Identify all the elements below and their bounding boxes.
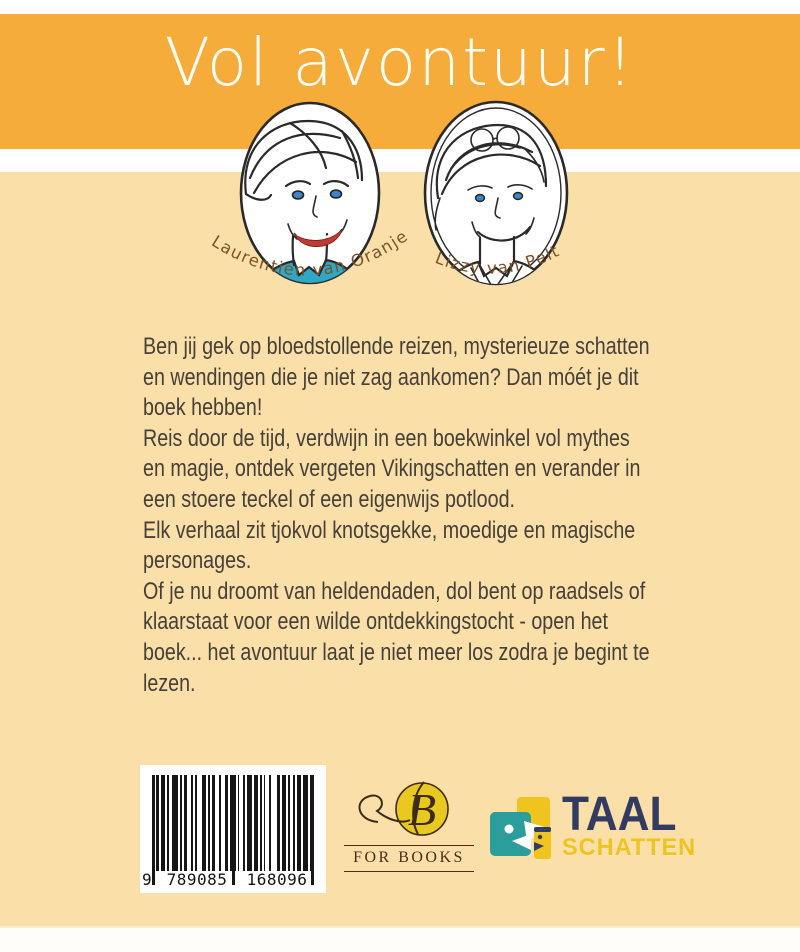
- brand-word-taal: TAAL: [562, 788, 677, 841]
- blurb-line: klaarstaat voor een wilde ontdekkingstocht - open het: [143, 608, 608, 636]
- blurb-line: Reis door de tijd, verdwijn in een boekwinkel vol mythes: [143, 424, 630, 452]
- blurb-line: en magie, ontdek vergeten Vikingschatten en verander in: [143, 455, 641, 483]
- author-name-right: Lizzy van Pelt: [432, 241, 563, 278]
- barcode-number: [142, 869, 318, 889]
- barcode-digits-group2: 168096: [246, 869, 308, 889]
- publisher-label: FOR BOOKS: [344, 845, 474, 872]
- b-monogram-icon: [344, 778, 474, 838]
- portrait-lizzy: [376, 98, 616, 316]
- brand-words: [562, 788, 699, 861]
- brand-logo-taalschatten: [490, 788, 699, 865]
- taalschatten-icon: [490, 795, 560, 865]
- brand-word-schatten: SCHATTEN: [562, 834, 697, 861]
- left-eye: [293, 191, 304, 199]
- back-cover-blurb: [143, 332, 701, 699]
- blurb-line: Elk verhaal zit tjokvol knotsgekke, moedige en magische: [143, 516, 636, 544]
- barcode: [140, 765, 326, 893]
- blurb-line: boek hebben!: [143, 394, 263, 422]
- blurb-line: en wendingen die je niet zag aankomen? Dan móét je dit: [143, 363, 639, 391]
- author-name-left: Laurentien van Oranje: [208, 226, 412, 280]
- blurb-line: Ben jij gek op bloedstollende reizen, mysterieuze schatten: [143, 333, 650, 360]
- bottom-white-margin: [0, 926, 800, 952]
- cover-title: Vol avontuur!: [164, 24, 636, 101]
- barcode-digits-group1: 789085: [166, 869, 228, 889]
- svg-text:B: B: [407, 784, 437, 835]
- blurb-line: personages.: [143, 547, 252, 575]
- top-white-margin: [0, 0, 800, 14]
- right-eye: [514, 193, 523, 200]
- blurb-line: boek... het avontuur laat je niet meer los zodra je begint te: [143, 638, 650, 666]
- blurb-line: een stoere teckel of een eigenwijs potlood.: [143, 485, 515, 513]
- left-eye: [476, 195, 485, 202]
- barcode-digit-lead: 9: [142, 869, 152, 889]
- blurb-line: Of je nu droomt van heldendaden, dol bent op raadsels of: [143, 577, 646, 605]
- right-eye: [331, 190, 342, 198]
- publisher-logo: [344, 778, 474, 872]
- blurb-line: lezen.: [143, 669, 196, 697]
